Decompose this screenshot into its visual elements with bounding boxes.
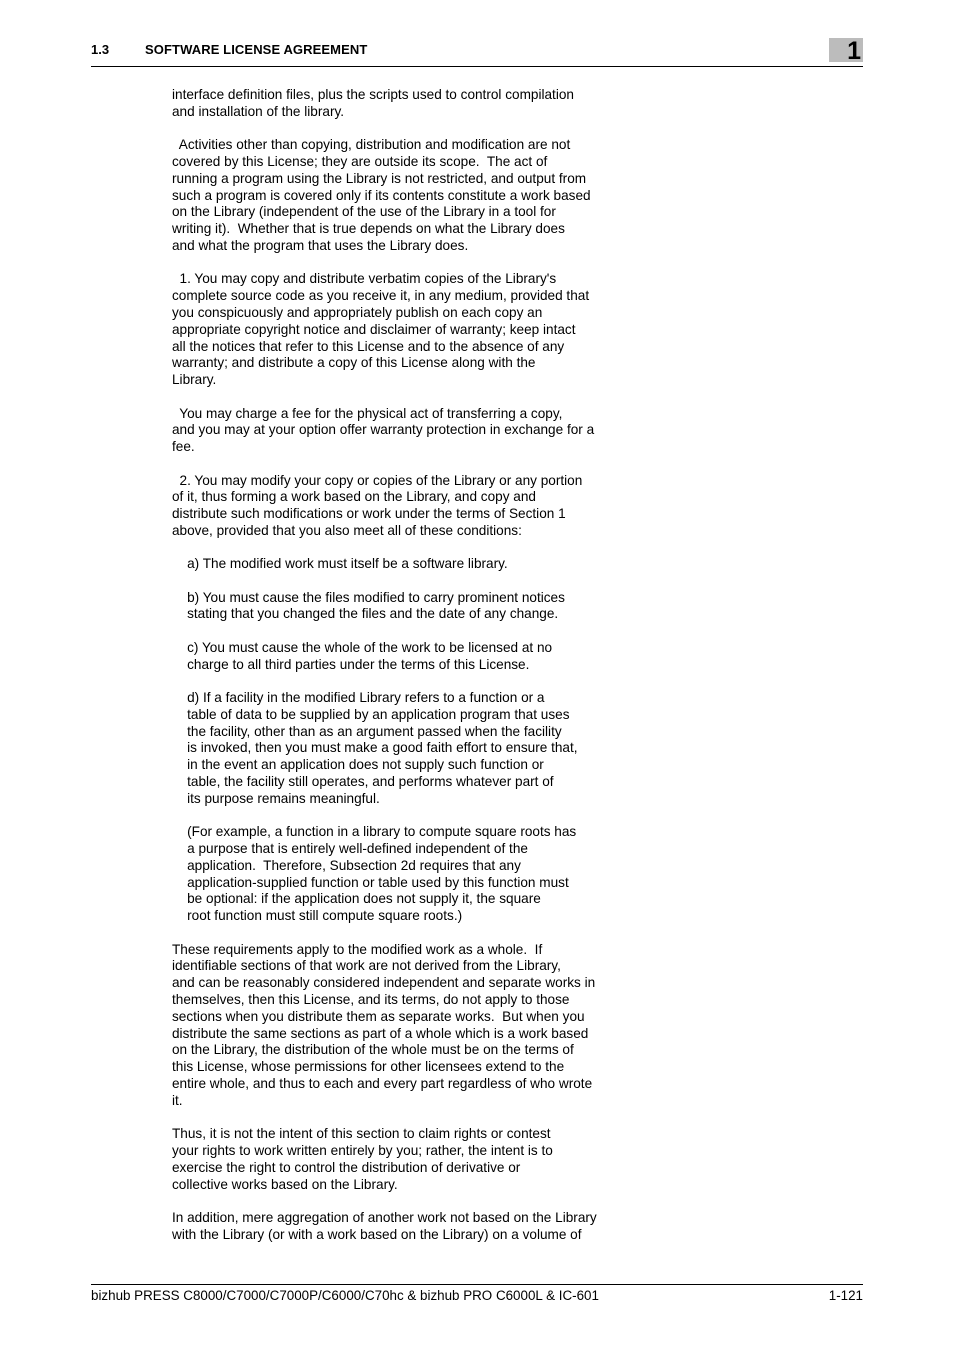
paragraph: 2. You may modify your copy or copies of the Library or any portion of it, thus forming a work based on the Library, and copy and distribute such modifications or work under the terms of Section 1 above, provided that you also meet all of these conditions: bbox=[172, 472, 583, 538]
paragraph: a) The modified work must itself be a software library. bbox=[172, 556, 508, 572]
paragraph: Activities other than copying, distribution and modification are not covered by this License; they are outside its scope. The act of running a program using the Library is not restricted, and output from such a program is covered only if its contents constitute a work based on the Library (independent of the use of the Library in a tool for writing it). Whether that is true depends on what the Library does and what the program that uses the Library does. bbox=[172, 137, 591, 253]
paragraph: c) You must cause the whole of the work to be licensed at no charge to all third parties under the terms of this License. bbox=[187, 639, 553, 672]
license-text-body bbox=[172, 87, 642, 1260]
paragraph: b) You must cause the files modified to carry prominent notices stating that you changed the files and the date of any change. bbox=[187, 589, 565, 622]
paragraph: In addition, mere aggregation of another work not based on the Library with the Library (or with a work based on the Library) on a volume of bbox=[172, 1209, 597, 1242]
section-number: 1.3 bbox=[91, 42, 110, 57]
paragraph: (For example, a function in a library to compute square roots has a purpose that is entirely well-defined independent of the application. Therefore, Subsection 2d requires that any application-supplied function or table used by this function must be optional: if the application does not supply it, the square root function must still compute square roots.) bbox=[187, 824, 577, 924]
footer-product-title: bizhub PRESS C8000/C7000/C7000P/C6000/C70hc & bizhub PRO C6000L & IC-601 bbox=[91, 1288, 599, 1303]
page-footer bbox=[91, 1284, 863, 1303]
chapter-number: 1 bbox=[847, 37, 861, 65]
paragraph: You may charge a fee for the physical act of transferring a copy, and you may at your option offer warranty protection in exchange for a fee. bbox=[172, 405, 595, 455]
paragraph: d) If a facility in the modified Library refers to a function or a table of data to be supplied by an application program that uses the facility, other than as an argument passed when the facility is invoked, then you must make a good faith effort to ensure that, in the event an application does not supply such function or table, the facility still operates, and performs whatever part of its purpose remains meaningful. bbox=[187, 690, 578, 806]
page-header bbox=[91, 37, 863, 67]
page-number: 1-121 bbox=[828, 1288, 863, 1303]
paragraph: These requirements apply to the modified work as a whole. If identifiable sections of that work are not derived from the Library, and can be reasonably considered independent and separate works in themselves, then this License, and its terms, do not apply to those sections when you distribute them as separate works. But when you distribute the same sections as part of a whole which is a work based on the Library, the distribution of the whole must be on the terms of this License, whose permissions for other licensees extend to the entire whole, and thus to each and every part regardless of who wrote it. bbox=[172, 941, 596, 1108]
paragraph: 1. You may copy and distribute verbatim copies of the Library's complete source code as you receive it, in any medium, provided that you conspicuously and appropriately publish on each copy an appropriate copyright notice and disclaimer of warranty; keep intact all the notices that refer to this License and to the absence of any warranty; and distribute a copy of this License along with the Library. bbox=[172, 271, 590, 388]
paragraph: interface definition files, plus the scripts used to control compilation and installation of the library. bbox=[172, 87, 574, 119]
paragraph: Thus, it is not the intent of this section to claim rights or contest your rights to work written entirely by you; rather, the intent is to exercise the right to control the distribution of derivative or collective works based on the Library. bbox=[172, 1126, 553, 1192]
section-title: SOFTWARE LICENSE AGREEMENT bbox=[145, 42, 368, 57]
